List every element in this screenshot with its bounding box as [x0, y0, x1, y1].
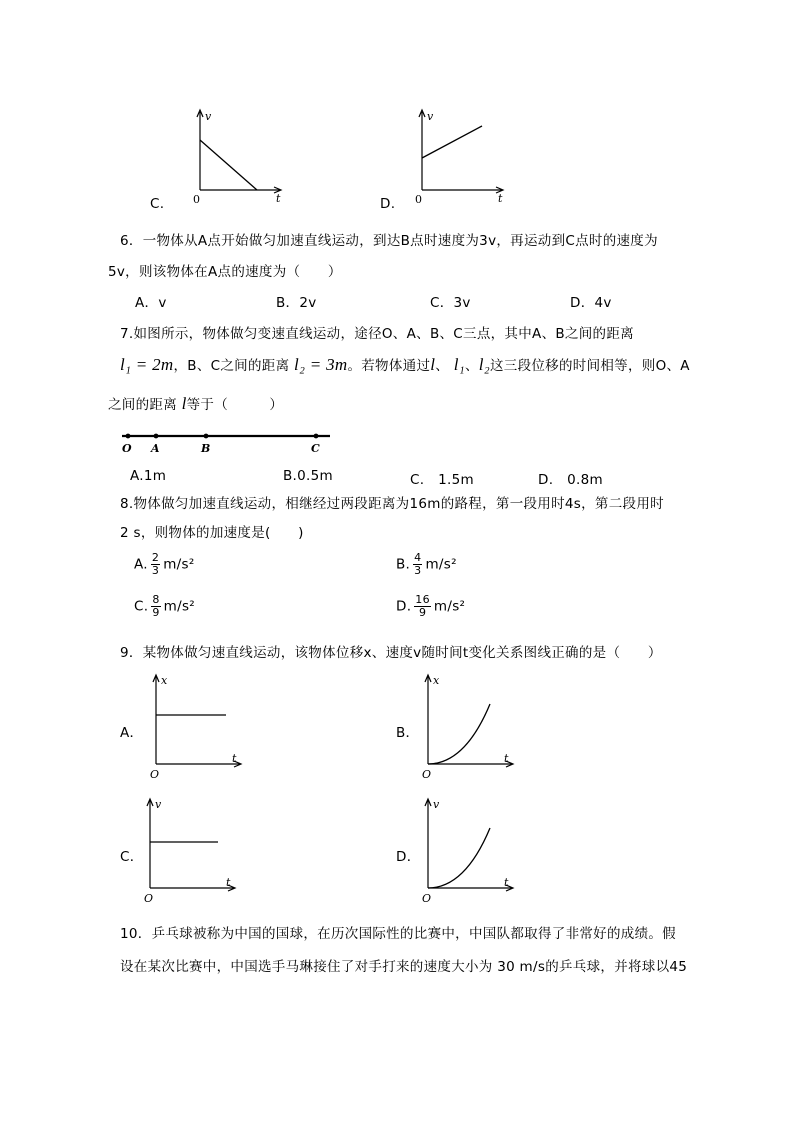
- q7-line-diagram: [118, 428, 338, 458]
- q8-option-d-fraction: [414, 594, 431, 619]
- q8-option-d-label: D.: [396, 598, 412, 615]
- q7-option-b: B.0.5m: [283, 468, 333, 484]
- q7-l-symbol-2: l: [181, 394, 187, 413]
- q7-l2-equation: l₂ = 3m: [293, 355, 348, 374]
- q10-stem-line1: 10．乒乓球被称为中国的国球，在历次国际性的比赛中，中国队都取得了非常好的成绩。假: [120, 926, 676, 942]
- q7-equals-text: 等于（ ）: [186, 397, 284, 413]
- q8-option-a-fraction: [151, 552, 160, 577]
- q5-d-origin: 0: [415, 193, 422, 206]
- q8-option-a-label: A.: [134, 556, 148, 573]
- q8-option-b-fraction: [413, 552, 422, 577]
- q8-option-d: [396, 594, 465, 619]
- q6-option-d: D．4v: [570, 295, 612, 311]
- q7-stem-line2: [120, 354, 690, 375]
- q5-d-t-label: t: [498, 192, 503, 205]
- q9-c-origin: O: [144, 892, 154, 905]
- q8-option-c: [134, 594, 195, 619]
- q8-stem-line1: 8.物体做匀加速直线运动，相继经过两段距离为16m的路程，第一段用时4s，第二段用时: [120, 496, 664, 512]
- q9-a-t-label: t: [232, 752, 237, 765]
- q9-c-t-label: t: [226, 876, 231, 889]
- q7-l1-equation: l₁ = 2m: [120, 355, 174, 374]
- q7-label-o: O: [122, 442, 132, 455]
- q9-graph-d: [420, 796, 520, 904]
- q7-label-b: B: [201, 442, 211, 455]
- q9-d-v-label: v: [433, 798, 440, 811]
- q9-a-x-label: x: [161, 674, 168, 687]
- q8-stem-line2: 2 s，则物体的加速度是( ): [120, 525, 304, 541]
- q8-a-unit: m/s²: [163, 556, 195, 573]
- q6-option-b: B．2v: [276, 295, 317, 311]
- q9-a-origin: O: [150, 768, 160, 781]
- q5-graph-d: [412, 108, 512, 206]
- q8-b-unit: m/s²: [425, 556, 457, 573]
- q9-option-a-label: A．: [120, 725, 144, 741]
- q7-point-c: [314, 434, 319, 439]
- q9-d-origin: O: [422, 892, 432, 905]
- q9-b-x-label: x: [433, 674, 440, 687]
- q8-option-c-label: C.: [134, 598, 149, 615]
- q6-stem-line1: 6．一物体从A点开始做匀加速直线运动，到达B点时速度为3v，再运动到C点时的速度为: [120, 233, 658, 249]
- q9-option-b-label: B．: [396, 725, 420, 741]
- q5-option-d-label: D.: [380, 196, 396, 212]
- q8-d-denominator: 9: [418, 606, 427, 619]
- q8-a-numerator: 2: [151, 551, 160, 564]
- q9-c-v-label: v: [155, 798, 162, 811]
- q7-l-symbol: l: [430, 355, 436, 374]
- q8-option-b-label: B.: [396, 556, 411, 573]
- q7-sep1: 、: [435, 358, 450, 374]
- q5-c-origin: 0: [193, 193, 200, 206]
- q7-l1-symbol: l₁: [453, 355, 465, 374]
- q9-b-parabola-curve: [428, 704, 490, 764]
- q7-point-o: [126, 434, 131, 439]
- q5-option-c-label: C.: [150, 196, 165, 212]
- q8-c-unit: m/s²: [163, 598, 195, 615]
- q7-pass-text: 。若物体通过: [347, 358, 431, 374]
- q10-stem-line2: 设在某次比赛中，中国选手马琳接住了对手打来的速度大小为 30 m/s的乒乓球，并将球以45: [120, 959, 688, 975]
- q9-graph-b: [420, 672, 520, 780]
- q9-stem-line1: 9．某物体做匀速直线运动，该物体位移x、速度v随时间t变化关系图线正确的是（ ）: [120, 645, 662, 661]
- q7-bc-distance-text: ，B、C之间的距离: [173, 358, 290, 374]
- q5-c-decreasing-line: [200, 140, 257, 190]
- q7-label-c: C: [311, 442, 320, 455]
- q6-stem-line2: 5v，则该物体在A点的速度为（ ）: [108, 264, 342, 280]
- q5-d-increasing-line: [422, 126, 482, 158]
- q8-d-unit: m/s²: [433, 598, 466, 615]
- q7-stem-line3: [108, 393, 283, 414]
- q8-d-numerator: 16: [415, 593, 430, 606]
- q9-d-t-label: t: [504, 876, 509, 889]
- q8-b-denominator: 3: [414, 564, 422, 577]
- q7-sep2: 、: [464, 358, 479, 374]
- q8-option-a: [134, 552, 195, 577]
- q5-d-v-label: v: [427, 110, 434, 123]
- q7-option-c: C. 1.5m: [410, 472, 474, 488]
- q7-stem-line1: 7.如图所示，物体做匀变速直线运动，途径O、A、B、C三点，其中A、B之间的距离: [120, 326, 634, 342]
- q6-option-c: C．3v: [430, 295, 471, 311]
- q7-l2-symbol: l₂: [478, 355, 490, 374]
- q7-point-a: [154, 434, 159, 439]
- q9-graph-c: [142, 796, 242, 904]
- q5-graph-c: [190, 108, 290, 206]
- q5-c-t-label: t: [276, 192, 281, 205]
- q9-graph-a: [148, 672, 248, 780]
- q8-b-numerator: 4: [414, 551, 422, 564]
- q7-point-b: [204, 434, 209, 439]
- q7-option-a: A.1m: [130, 468, 167, 484]
- q8-option-c-fraction: [151, 594, 160, 619]
- q9-d-parabola-curve: [428, 828, 490, 888]
- q8-option-b: [396, 552, 457, 577]
- q7-oa-distance-text: 之间的距离: [108, 397, 177, 413]
- q5-c-v-label: v: [205, 110, 212, 123]
- q8-c-denominator: 9: [152, 606, 160, 619]
- q8-a-denominator: 3: [151, 564, 160, 577]
- q7-equal-time-text: 这三段位移的时间相等，则O、A: [489, 358, 690, 374]
- q7-option-d: D. 0.8m: [538, 472, 603, 488]
- q9-b-origin: O: [422, 768, 432, 781]
- q9-option-d-label: D．: [396, 849, 421, 865]
- q9-b-t-label: t: [504, 752, 509, 765]
- q7-label-a: A: [151, 442, 160, 455]
- q9-option-c-label: C．: [120, 849, 144, 865]
- q8-c-numerator: 8: [152, 593, 160, 606]
- q6-option-a: A．v: [135, 295, 167, 311]
